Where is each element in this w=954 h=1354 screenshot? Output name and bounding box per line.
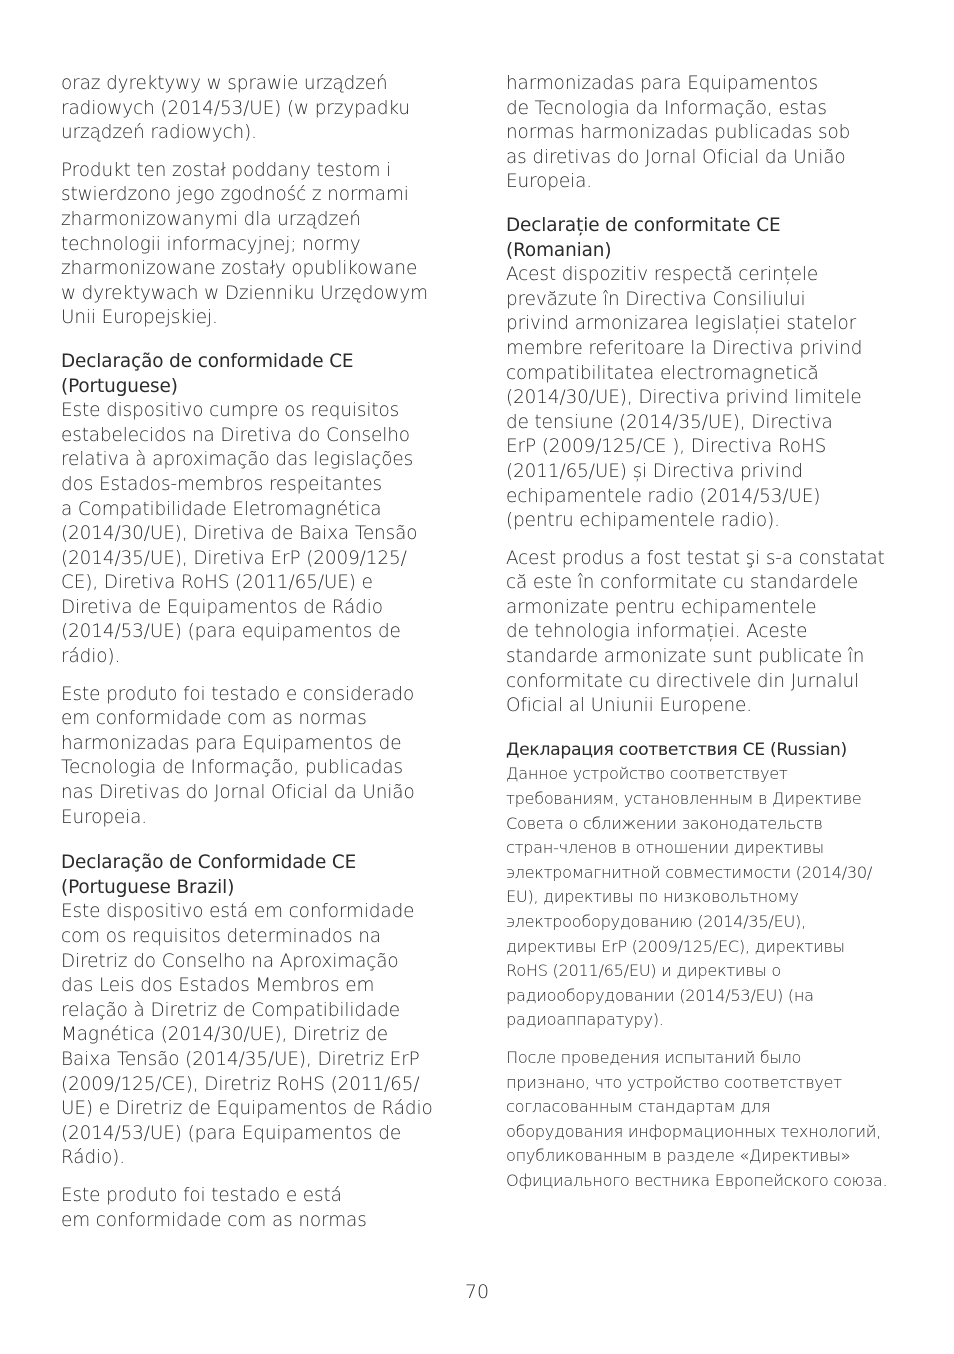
portuguese-brazil-directive-paragraph (61, 900, 456, 1171)
text-line: Tecnologia de Informação, publicadas (61, 757, 403, 779)
text-line: relativa à aproximação das legislações (61, 449, 414, 471)
text-line: harmonizadas para Equipamentos (506, 73, 818, 94)
text-line: conformitate cu directivele din Jurnalul (506, 670, 860, 692)
text-line: de Tecnologia da Informação, estas (506, 97, 827, 119)
text-line: membre referitoare la Directiva privind (506, 337, 863, 359)
text-line: Europeia. (61, 806, 147, 828)
text-line: că este în conformitate cu standardele (506, 572, 859, 594)
text-line: UE) e Diretriz de Equipamentos de Rádio (61, 1098, 433, 1120)
text-line: normas harmonizadas publicadas sob (506, 122, 851, 144)
text-line: zharmonizowane zostały opublikowane (61, 258, 418, 280)
text-line: technologii informacyjnej; normy (61, 233, 361, 255)
text-line: признано, что устройство соответствует (506, 1072, 842, 1092)
text-line: armonizate pentru echipamentele (506, 596, 817, 618)
text-line: Este dispositivo está em conformidade (61, 901, 415, 923)
text-line: электрооборудованию (2014/35/EU), (506, 912, 806, 931)
text-line: Magnética (2014/30/UE), Diretriz de (61, 1024, 389, 1046)
text-line: (2014/30/UE), Directiva privind limitele (506, 387, 862, 409)
text-line: стран-членов в отношении директивы (506, 838, 824, 858)
left-column (61, 72, 456, 1246)
text-line: EU), директивы по низковольтному (506, 887, 799, 907)
text-line: Официального вестника Европейского союза. (506, 1170, 888, 1190)
text-line: de tensiune (2014/35/UE), Directiva (506, 411, 833, 433)
text-line: оборудования информационных технологий, (506, 1121, 881, 1141)
text-line: Declaração de conformidade CE (61, 350, 354, 372)
text-line: (2011/65/UE) și Directiva privind (506, 460, 803, 482)
text-line: CE), Diretiva RoHS (2011/65/UE) e (61, 572, 373, 594)
text-line: директивы ErP (2009/125/EC), директивы (506, 936, 845, 956)
russian-heading (506, 738, 901, 763)
text-line: Совета о сближении законодательств (506, 813, 823, 833)
text-line: ErP (2009/125/CE ), Directiva RoHS (506, 436, 827, 458)
text-line: Este produto foi testado e considerado (61, 683, 415, 705)
text-line: радиоаппаратуру). (506, 1010, 664, 1030)
text-line: согласованным стандартам для (506, 1097, 771, 1117)
text-line: (2009/125/CE), Diretriz RoHS (2011/65/ (61, 1073, 420, 1095)
text-line: Данное устройство соответствует (506, 764, 788, 784)
text-line: (Portuguese) (61, 375, 178, 397)
right-column (506, 72, 901, 1207)
text-line: Unii Europejskiej. (61, 307, 218, 329)
text-line: em conformidade com as normas (61, 708, 367, 730)
text-line: (Portuguese Brazil) (61, 876, 235, 898)
polish-continuation-paragraph (61, 72, 456, 146)
text-line: Diretriz do Conselho na Aproximação (61, 950, 399, 972)
text-line: zharmonizowanymi dla urządzeń (61, 208, 361, 230)
text-line: Acest dispozitiv respectă cerințele (506, 264, 819, 286)
text-line: a Compatibilidade Eletromagnética (61, 498, 382, 520)
text-line: as diretivas do Jornal Oficial da União (506, 146, 846, 168)
text-line: опубликованным в разделе «Директивы» (506, 1146, 851, 1166)
portuguese-section (61, 350, 456, 830)
text-line: Europeia. (506, 171, 592, 193)
text-line: privind armonizarea legislației statelor (506, 313, 857, 335)
romanian-heading (506, 214, 901, 263)
romanian-testing-paragraph (506, 547, 901, 719)
text-line: RoHS (2011/65/EU) и директивы о (506, 961, 782, 981)
text-line: radiowych (2014/53/UE) (w przypadku (61, 97, 410, 119)
text-line: Este produto foi testado e está (61, 1184, 342, 1206)
romanian-section (506, 214, 901, 719)
text-line: compatibilitatea electromagnetică (506, 362, 819, 384)
text-line: требованиям, установленным в Директиве (506, 789, 862, 809)
russian-testing-paragraph (506, 1046, 901, 1194)
text-line: Baixa Tensão (2014/35/UE), Diretriz ErP (61, 1048, 420, 1070)
text-line: Declarație de conformitate CE (506, 214, 781, 236)
portuguese-heading (61, 350, 456, 399)
text-line: Diretiva de Equipamentos de Rádio (61, 596, 383, 618)
text-line: (2014/53/UE) (para Equipamentos de (61, 1122, 402, 1144)
text-line: После проведения испытаний было (506, 1047, 802, 1067)
text-line: prevăzute în Directiva Consiliului (506, 288, 806, 310)
text-line: em conformidade com as normas (61, 1209, 367, 1231)
text-line: dos Estados-membros respeitantes (61, 473, 383, 495)
portuguese-brazil-testing-paragraph (61, 1184, 456, 1233)
text-line: oraz dyrektywy w sprawie urządzeń (61, 73, 388, 94)
text-line: (2014/30/UE), Diretiva de Baixa Tensão (61, 523, 418, 545)
text-line: электромагнитной совместимости (2014/30/ (506, 862, 873, 882)
russian-directive-paragraph (506, 762, 901, 1033)
text-line: Produkt ten został poddany testom i (61, 159, 392, 181)
text-line: estabelecidos na Diretiva do Conselho (61, 424, 410, 446)
text-line: Rádio). (61, 1147, 125, 1169)
text-line: w dyrektywach w Dzienniku Urzędowym (61, 282, 428, 304)
text-line: Декларация соответствия CE (Russian) (506, 739, 847, 760)
text-line: (2014/53/UE) (para equipamentos de (61, 621, 401, 643)
russian-section (506, 738, 901, 1194)
text-line: standarde armonizate sunt publicate în (506, 646, 865, 668)
text-line: Acest produs a fost testat şi s-a constatat (506, 547, 885, 569)
text-line: Oficial al Uniunii Europene. (506, 695, 753, 717)
text-line: (pentru echipamentele radio). (506, 510, 780, 532)
text-line: (Romanian) (506, 239, 612, 261)
polish-testing-paragraph (61, 159, 456, 331)
romanian-directive-paragraph (506, 263, 901, 534)
text-line: echipamentele radio (2014/53/UE) (506, 485, 821, 507)
text-line: радиооборудовании (2014/53/EU) (на (506, 985, 814, 1005)
portuguese-brazil-heading (61, 851, 456, 900)
text-line: relação à Diretriz de Compatibilidade (61, 999, 400, 1021)
portuguese-brazil-section (61, 851, 456, 1233)
text-line: Este dispositivo cumpre os requisitos (61, 400, 400, 422)
text-line: (2014/35/UE), Diretiva ErP (2009/125/ (61, 547, 407, 569)
portuguese-directive-paragraph (61, 399, 456, 670)
text-line: rádio). (61, 646, 121, 668)
text-line: nas Diretivas do Jornal Oficial da União (61, 782, 415, 804)
text-line: com os requisitos determinados na (61, 926, 381, 947)
text-line: harmonizadas para Equipamentos de (61, 732, 402, 754)
text-line: das Leis dos Estados Membros em (61, 975, 375, 997)
portuguese-testing-paragraph (61, 683, 456, 831)
text-line: urządzeń radiowych). (61, 122, 257, 144)
text-line: de tehnologia informației. Aceste (506, 621, 808, 643)
text-line: stwierdzono jego zgodność z normami (61, 184, 409, 206)
portuguese-brazil-continuation-paragraph (506, 72, 901, 195)
page-number: 70 (464, 1281, 490, 1303)
text-line: Declaração de Conformidade CE (61, 852, 357, 874)
